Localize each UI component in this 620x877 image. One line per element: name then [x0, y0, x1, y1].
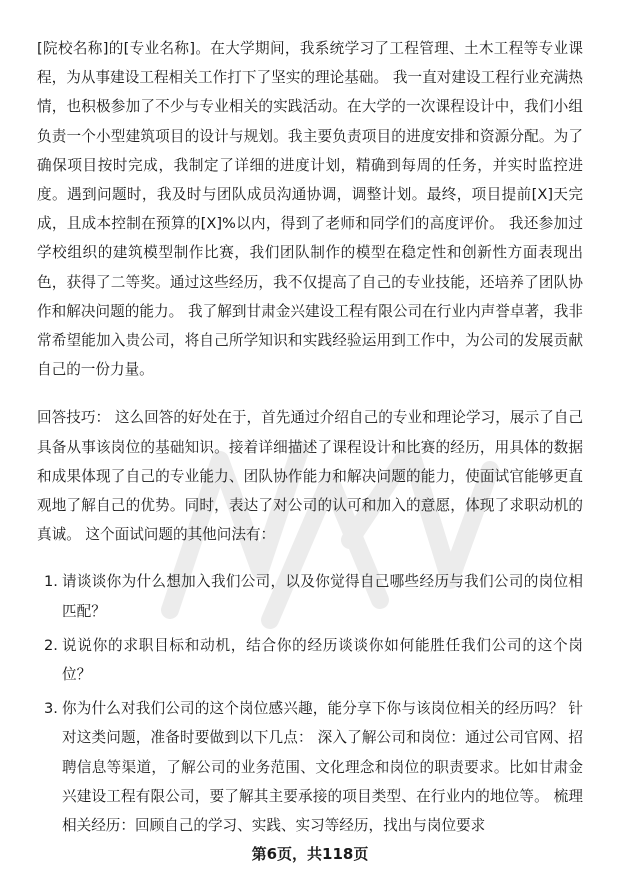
- answer-paragraph: [院校名称]的[专业名称]。在大学期间，我系统学习了工程管理、土木工程等专业课程，为从事建设工程相关工作打下了坚实的理论基础。 我一直对建设工程行业充满热情，也积极参加了不少与专业相关的实践活动。在大学的一次课程设计中，我们小组负责一个小型建筑项目的设计与规划。我主要负责项目的进度安排和资源分配。为了确保项目按时完成，我制定了详细的进度计划，精确到每周的任务，并实时监控进度。遇到问题时，我及时与团队成员沟通协调，调整计划。最终，项目提前[X]天完成，且成本控制在预算的[X]%以内，得到了老师和同学们的高度评价。 我还参加过学校组织的建筑模型制作比赛，我们团队制作的模型在稳定性和创新性方面表现出色，获得了二等奖。通过这些经历，我不仅提高了自己的专业技能，还培养了团队协作和解决问题的能力。 我了解到甘肃金兴建设工程有限公司在行业内声誉卓著，我非常希望能加入贵公司，将自己所学知识和实践经验运用到工作中，为公司的发展贡献自己的一份力量。: [37, 40, 583, 379]
- list-item-text: 你为什么对我们公司的这个岗位感兴趣，能分享下你与该岗位相关的经历吗？ 针对这类问题，准备时要做到以下几点： 深入了解公司和岗位：通过公司官网、招聘信息等渠道，了解公司的业务范围、文化理念和岗位的职责要求。比如甘肃金兴建设工程有限公司，要了解其主要承接的项目类型、在行业内的地位等。 梳理相关经历：回顾自己的学习、实践、实习等经历，找出与岗位要求: [62, 700, 583, 835]
- list-item: [37, 631, 583, 689]
- list-item-number: 2.: [44, 636, 58, 654]
- tips-paragraph: 回答技巧： 这么回答的好处在于，首先通过介绍自己的专业和理论学习，展示了自己具备从事该岗位的基础知识。接着详细描述了课程设计和比赛的经历，用具体的数据和成果体现了自己的专业能力、团队协作能力和解决问题的能力，使面试官能够更直观地了解自己的优势。同时，表达了对公司的认可和加入的意愿，体现了求职动机的真诚。 这个面试问题的其他问法有：: [37, 409, 583, 544]
- page-footer: 第6页，共118页: [251, 845, 369, 863]
- list-item: [37, 694, 583, 840]
- list-item-number: 1.: [44, 573, 58, 591]
- list-item-text: 说说你的求职目标和动机，结合你的经历谈谈你如何能胜任我们公司的这个岗位？: [62, 636, 583, 684]
- document-page: [37, 34, 583, 840]
- list-item: [37, 567, 583, 625]
- list-item-text: 请谈谈你为什么想加入我们公司，以及你觉得自己哪些经历与我们公司的岗位相匹配？: [62, 573, 583, 620]
- alternative-questions-list: [37, 567, 583, 840]
- list-item-number: 3.: [44, 700, 58, 718]
